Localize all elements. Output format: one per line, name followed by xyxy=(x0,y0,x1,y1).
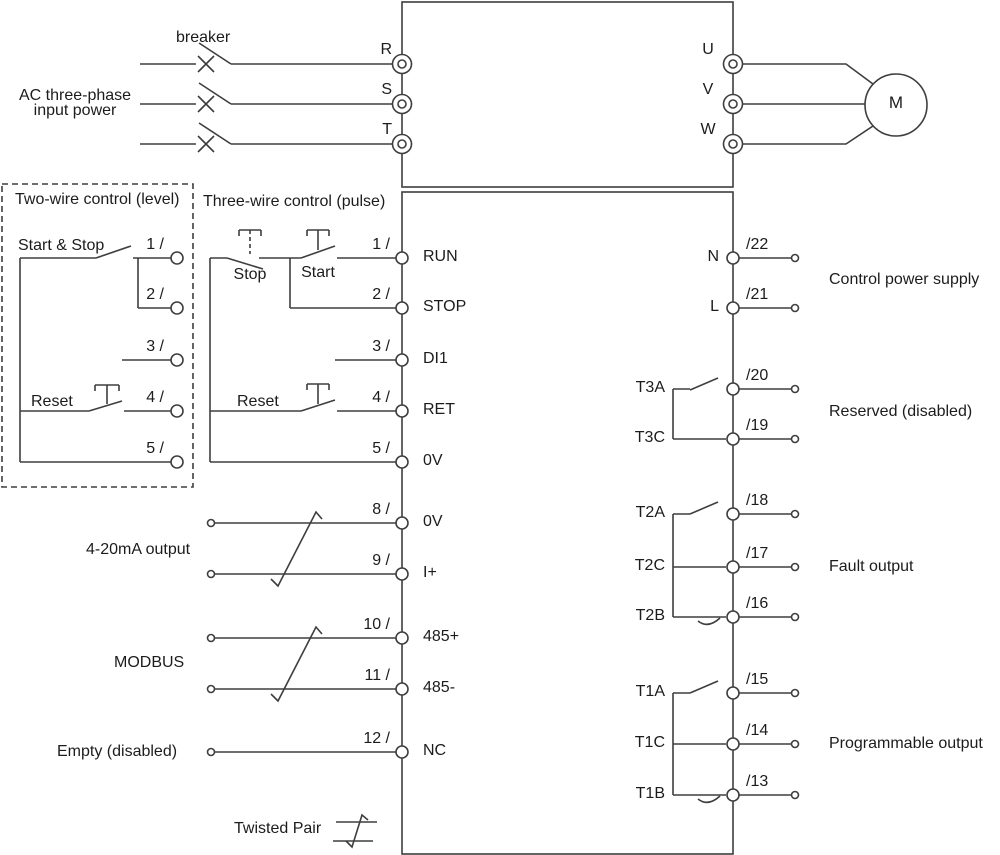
empty-label: Empty (disabled) xyxy=(57,743,178,760)
analog-output-label: 4-20mA output xyxy=(86,541,191,558)
reserved-label: Reserved (disabled) xyxy=(829,403,973,420)
terminal-name-stop: STOP xyxy=(423,298,467,315)
terminal-name-0v: 0V xyxy=(423,452,443,469)
ac-input-label: AC three-phase input power xyxy=(18,87,132,119)
empty-terminal-wire xyxy=(208,749,397,756)
two-wire-circuit xyxy=(20,246,183,468)
terminal-number-14: /14 xyxy=(746,722,769,739)
output-terminal-icons xyxy=(724,55,743,154)
modbus-label: MODBUS xyxy=(114,654,185,671)
terminal-number-21: /21 xyxy=(746,286,769,303)
two-wire-terminal-3: 3 / xyxy=(146,338,164,355)
phase-r-label: R xyxy=(380,41,392,58)
terminal-number-11: 11 / xyxy=(364,667,390,684)
terminal-number-8: 8 / xyxy=(372,501,390,518)
two-wire-title: Two-wire control (level) xyxy=(15,191,180,208)
terminal-name-0v-2: 0V xyxy=(423,513,443,530)
two-wire-control-box xyxy=(2,184,193,487)
terminal-number-4: 4 / xyxy=(372,389,390,406)
terminal-number-5: 5 / xyxy=(372,440,390,457)
terminal-number-17: /17 xyxy=(746,545,769,562)
three-wire-title: Three-wire control (pulse) xyxy=(203,193,386,210)
fault-output-label: Fault output xyxy=(829,558,914,575)
phase-t-label: T xyxy=(382,121,392,138)
terminal-name-nc: NC xyxy=(423,742,447,759)
phase-v-label: V xyxy=(702,81,714,98)
analog-output-wires xyxy=(208,512,397,586)
two-wire-terminal-4: 4 / xyxy=(146,389,164,406)
terminal-number-18: /18 xyxy=(746,492,769,509)
terminal-name-n: N xyxy=(707,248,719,265)
power-unit-box xyxy=(402,2,733,187)
phase-w-label: W xyxy=(700,121,716,138)
terminal-name-ret: RET xyxy=(423,401,455,418)
terminal-number-15: /15 xyxy=(746,671,769,688)
stop-button-label: Stop xyxy=(233,266,267,283)
relay-label-t1b: T1B xyxy=(635,785,665,802)
relay-label-t2c: T2C xyxy=(634,557,665,574)
relay-label-t3c: T3C xyxy=(634,429,665,446)
terminal-name-di1: DI1 xyxy=(423,350,448,367)
twisted-pair-legend-icon xyxy=(333,815,377,847)
programmable-output-label: Programmable output xyxy=(829,735,983,752)
terminal-name-iplus: I+ xyxy=(423,564,437,581)
two-wire-reset-label: Reset xyxy=(31,393,73,410)
two-wire-terminal-2: 2 / xyxy=(146,286,164,303)
terminal-number-19: /19 xyxy=(746,417,769,434)
terminal-number-16: /16 xyxy=(746,595,769,612)
two-wire-terminal-1: 1 / xyxy=(146,236,164,253)
terminal-number-13: /13 xyxy=(746,773,769,790)
terminal-number-20: /20 xyxy=(746,367,769,384)
terminal-name-run: RUN xyxy=(423,248,458,265)
motor-label: M xyxy=(888,93,904,112)
terminal-number-22: /22 xyxy=(746,236,769,253)
three-wire-reset-label: Reset xyxy=(237,393,279,410)
terminal-name-485p: 485+ xyxy=(423,628,460,645)
input-terminal-icons xyxy=(393,55,412,154)
start-stop-label: Start & Stop xyxy=(18,237,105,254)
relay-label-t2a: T2A xyxy=(635,504,665,521)
phase-s-label: S xyxy=(381,81,392,98)
terminal-number-12: 12 / xyxy=(363,730,390,747)
breaker-label: breaker xyxy=(176,29,231,46)
phase-u-label: U xyxy=(702,41,714,58)
twisted-pair-label: Twisted Pair xyxy=(234,820,322,837)
modbus-wires xyxy=(208,627,397,701)
relay-label-t1c: T1C xyxy=(634,734,665,751)
terminal-number-3: 3 / xyxy=(372,338,390,355)
terminal-number-9: 9 / xyxy=(372,552,390,569)
motor-wires xyxy=(743,64,873,144)
terminal-name-485n: 485- xyxy=(423,679,456,696)
main-unit-box xyxy=(402,192,733,854)
relay-label-t2b: T2B xyxy=(635,607,665,624)
control-power-supply-label: Control power supply xyxy=(829,271,980,288)
start-button-label: Start xyxy=(301,264,335,281)
terminal-number-1: 1 / xyxy=(372,236,390,253)
terminal-name-l: L xyxy=(710,298,719,315)
terminal-number-10: 10 / xyxy=(363,616,390,633)
terminal-number-2: 2 / xyxy=(372,286,390,303)
relay-label-t1a: T1A xyxy=(635,683,665,700)
two-wire-terminal-5: 5 / xyxy=(146,440,164,457)
relay-label-t3a: T3A xyxy=(635,379,665,396)
